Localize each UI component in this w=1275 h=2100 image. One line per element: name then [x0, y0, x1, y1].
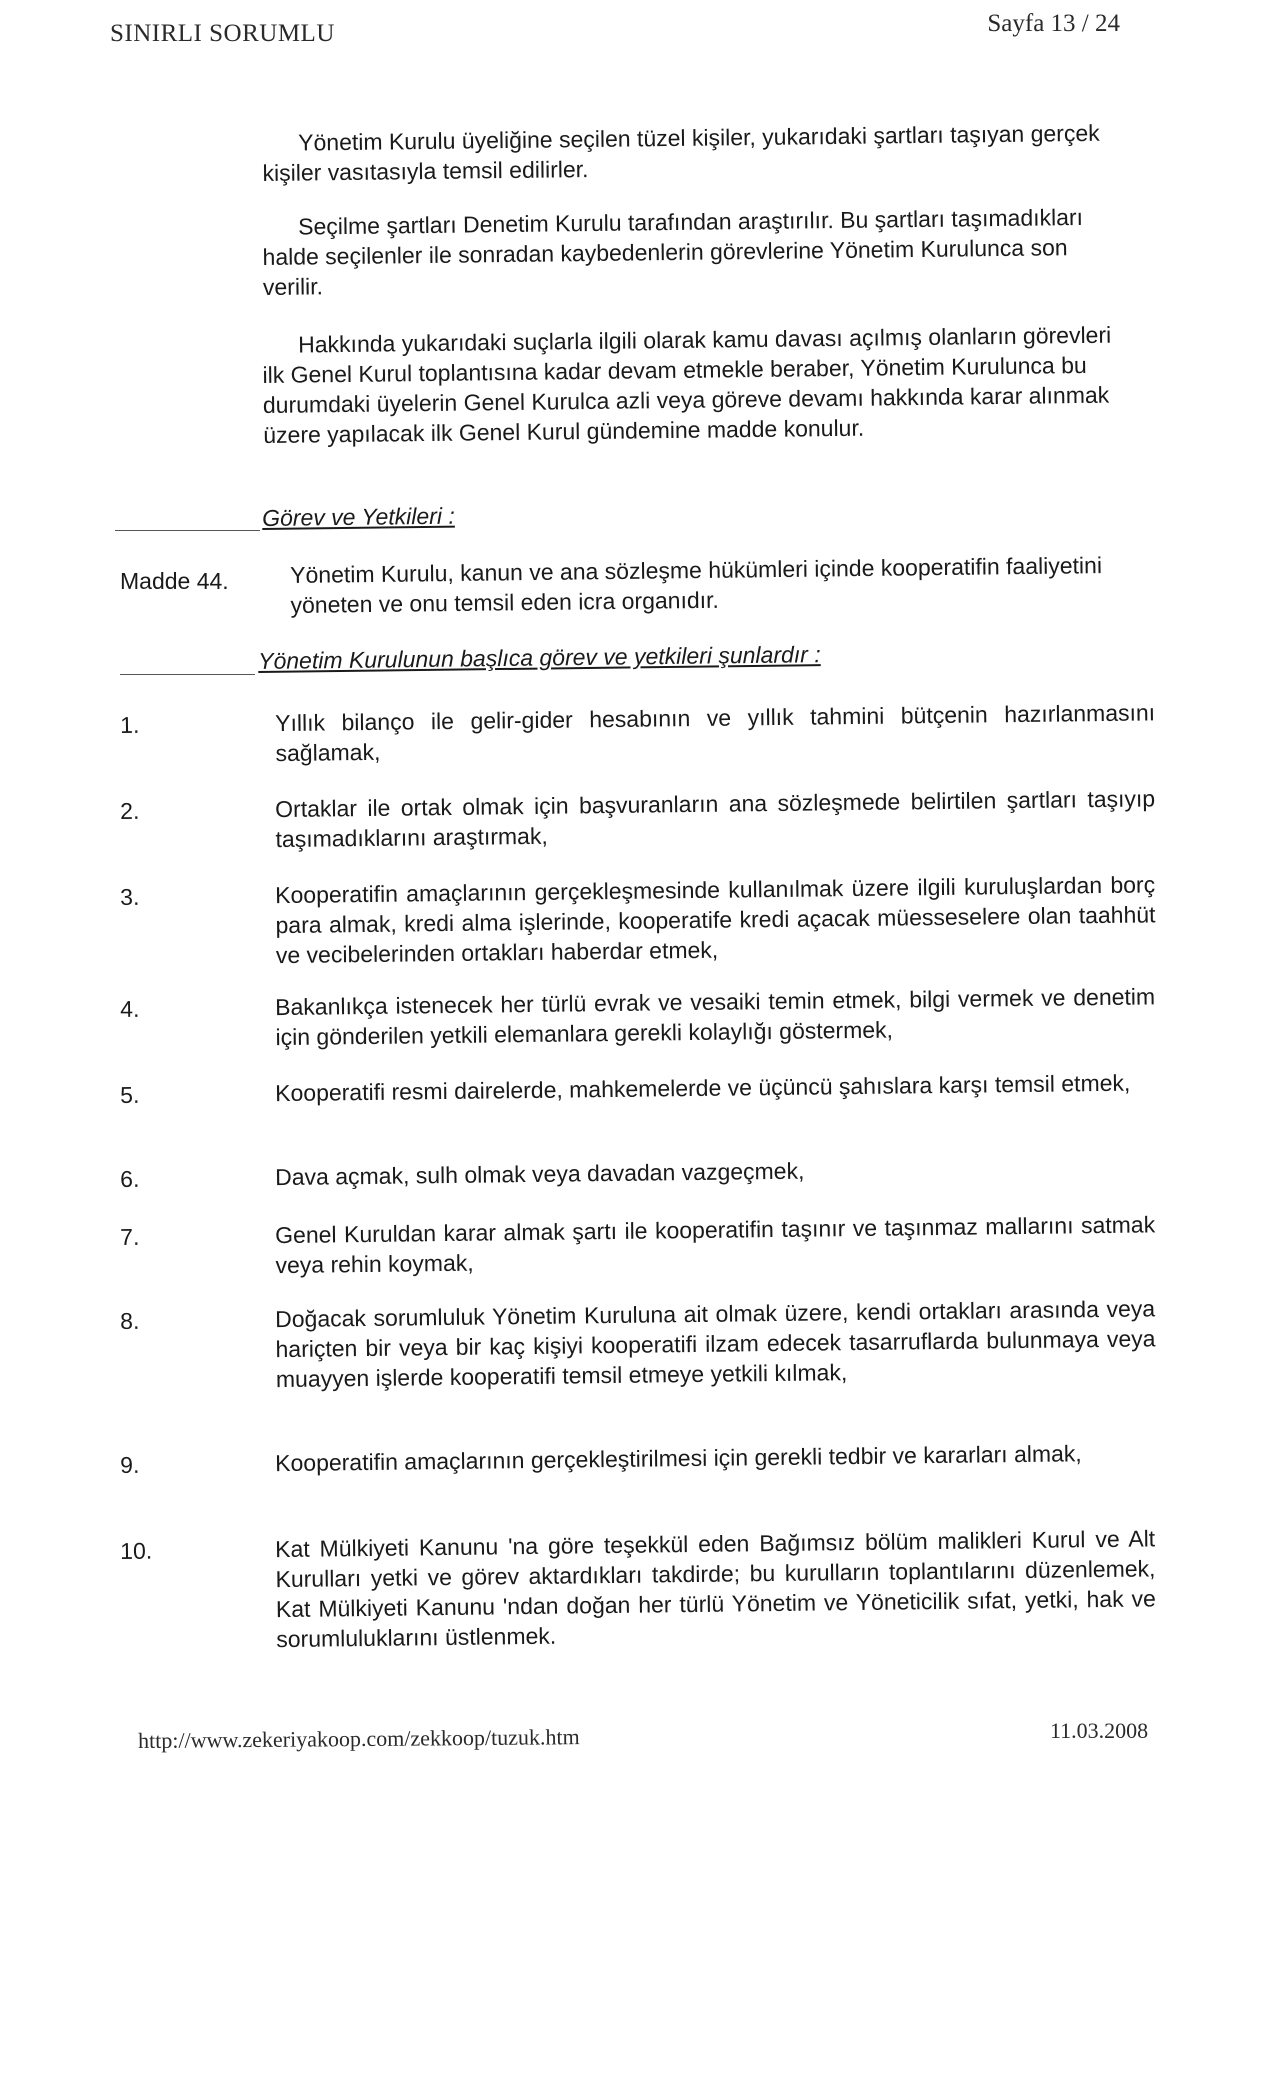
list-item	[120, 1523, 1160, 1653]
list-item-number: 3.	[120, 883, 140, 910]
list-item-text: Yıllık bilanço ile gelir-gider hesabının ve yıllık tahmini bütçenin hazırlanmasını sağlamak,	[275, 699, 1156, 767]
list-item-number: 9.	[120, 1451, 140, 1478]
page-number: Sayfa 13 / 24	[987, 10, 1120, 37]
footer-date: 11.03.2008	[1050, 1718, 1149, 1743]
section-heading: Görev ve Yetkileri :	[262, 502, 455, 531]
list-item-text: Dava açmak, sulh olmak veya davadan vazgeçmek,	[275, 1157, 805, 1191]
list-item	[120, 697, 1160, 767]
list-item-number: 1.	[120, 711, 140, 738]
list-item-number: 2.	[120, 797, 140, 824]
paragraph-text: Seçilme şartları Denetim Kurulu tarafından araştırılır. Bu şartları taşımadıkları halde seçilenler ile sonradan kaybedenlerin görevlerine Yönetim Kurulunca son verilir.	[262, 203, 1084, 300]
list-item	[120, 783, 1160, 853]
list-item-text: Kat Mülkiyeti Kanunu 'na göre teşekkül eden Bağımsız bölüm malikleri Kurul ve Alt Kurulları yetki ve görev aktardıkları takdirde; bu kurulların toplantılarını düzenlemek, Kat Mülkiyeti Kanunu 'ndan doğan her türlü Yönetim ve Yöneticilik sıfat, yetki, hak ve sorumluluklarını üstlenmek.	[275, 1525, 1156, 1653]
list-item-text: Genel Kuruldan karar almak şartı ile kooperatifin taşınır ve taşınmaz mallarını satmak veya rehin koymak,	[275, 1211, 1156, 1279]
list-item-text: Kooperatifin amaçlarının gerçekleştirilmesi için gerekli tedbir ve kararları almak,	[275, 1440, 1082, 1477]
list-item	[120, 1437, 1160, 1478]
paragraph-1	[262, 117, 1133, 188]
list-item	[120, 1209, 1160, 1279]
list-item-number: 7.	[120, 1223, 140, 1250]
article-text: Yönetim Kurulu, kanun ve ana sözleşme hükümleri içinde kooperatifin faaliyetini yöneten ve onu temsil eden icra organıdır.	[290, 552, 1103, 618]
list-item-text: Doğacak sorumluluk Yönetim Kuruluna ait olmak üzere, kendi ortakları arasında veya hariçten bir veya bir kaç kişiyi kooperatifi ilzam edecek tasarruflarda bulunmaya veya muayyen işlerde kooperatifi temsil etmeye yetkili kılmak,	[275, 1295, 1156, 1393]
list-item-number: 6.	[120, 1165, 140, 1192]
paragraph-3	[262, 319, 1133, 450]
paragraph-2	[262, 201, 1133, 302]
paragraph-text: Yönetim Kurulu üyeliğine seçilen tüzel kişiler, yukarıdaki şartları taşıyan gerçek kişiler vasıtasıyla temsil edilirler.	[262, 119, 1100, 186]
list-item	[120, 1151, 1160, 1192]
list-item-text: Kooperatifi resmi dairelerde, mahkemelerde ve üçüncü şahıslara karşı temsil etmek,	[275, 1069, 1131, 1107]
list-item-text: Kooperatifin amaçlarının gerçekleşmesinde kullanılmak üzere ilgili kuruluşlardan borç para almak, kredi alma işlerinde, kooperatife kredi açacak müesseselere olan taahhüt ve vecibelerinden ortakları haberdar etmek,	[275, 871, 1156, 969]
list-heading: Yönetim Kurulunun başlıca görev ve yetkileri şunlardır :	[258, 641, 821, 674]
list-item-number: 5.	[120, 1081, 140, 1108]
list-item-text: Bakanlıkça istenecek her türlü evrak ve vesaiki temin etmek, bilgi vermek ve denetim için gönderilen yetkili elemanlara gerekli kolaylığı göstermek,	[275, 983, 1156, 1051]
list-item	[120, 869, 1160, 969]
list-heading-rule	[120, 674, 255, 675]
paragraph-text: Hakkında yukarıdaki suçlarla ilgili olarak kamu davası açılmış olanların görevleri ilk Genel Kurul toplantısına kadar devam etmekle beraber, Yönetim Kurulunca bu durumdaki üyelerin Genel Kurulca azli veya göreve devamı hakkında karar alınmak üzere yapılacak ilk Genel Kurul gündemine madde konulur.	[262, 321, 1112, 448]
list-item	[120, 1293, 1160, 1393]
list-item-number: 10.	[120, 1537, 153, 1564]
heading-rule	[115, 530, 260, 531]
list-item-text: Ortaklar ile ortak olmak için başvuranların ana sözleşmede belirtilen şartları taşıyıp taşımadıklarını araştırmak,	[275, 785, 1156, 853]
list-item-number: 8.	[120, 1307, 140, 1334]
list-item-number: 4.	[120, 995, 140, 1022]
footer-url: http://www.zekeriyakoop.com/zekkoop/tuzuk.htm	[138, 1724, 580, 1753]
list-item	[120, 981, 1160, 1051]
document-header-title: SINIRLI SORUMLU	[110, 20, 335, 47]
article-label: Madde 44.	[120, 568, 229, 594]
list-item	[120, 1067, 1160, 1108]
